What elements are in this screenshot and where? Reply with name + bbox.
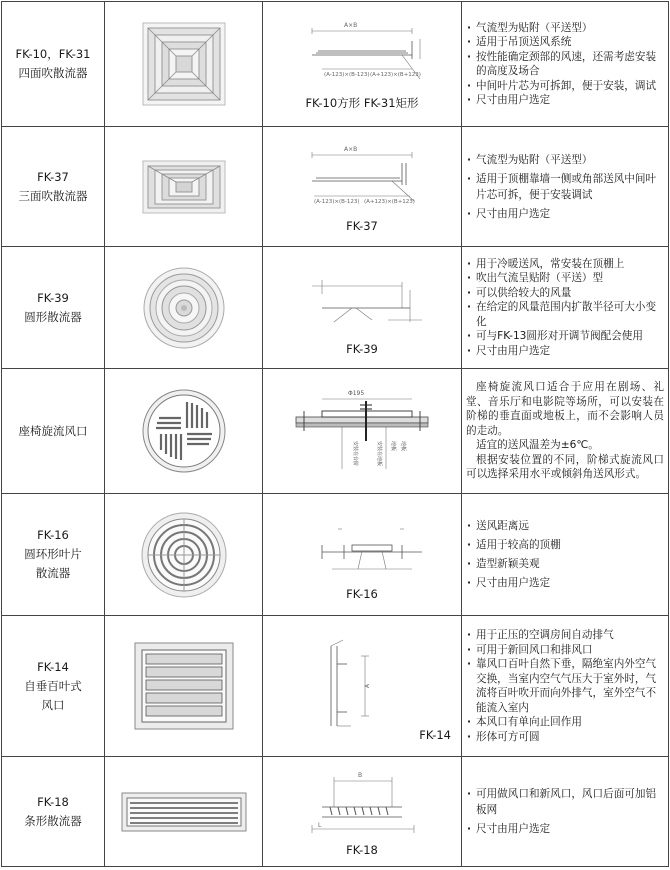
product-name-cell [2, 127, 105, 247]
drawing-label: 地板 [390, 441, 396, 452]
list-item: · 可用做风口和新风口，风口后面可加铝板网 [466, 786, 664, 818]
list-item: · 在给定的风量范围内扩散半径可大小变化 [466, 300, 664, 329]
description-paragraph: 适宜的送风温差为±6℃。 [476, 439, 599, 452]
drawing-caption: FK-10方形 FK-31矩形 [305, 96, 419, 110]
product-name-cell [2, 369, 105, 494]
list-item: · 中间叶片芯为可拆卸，便于安装，调试 [466, 79, 664, 94]
section-drawing [282, 260, 442, 344]
table-row [2, 369, 669, 494]
list-item: · 适用于较高的顶棚 [466, 537, 664, 553]
drawing-cell [263, 369, 462, 494]
product-photo-cell [105, 494, 263, 616]
feature-list [466, 628, 664, 744]
description-cell [462, 494, 669, 616]
feature-list [466, 21, 664, 108]
drawing-cell [263, 616, 462, 757]
list-item: · 尺寸由用户选定 [466, 575, 664, 591]
drawing-label: (A+123)×(B+123) [364, 198, 415, 205]
product-code: FK-10，FK-31 [15, 47, 91, 61]
drawing-caption: FK-39 [346, 341, 378, 356]
list-item: · 气流型为贴附（平送型） [466, 21, 664, 36]
product-photo-cell [105, 127, 263, 247]
feature-list [466, 518, 664, 591]
list-item: · 适用于吊顶送风系统 [466, 35, 664, 50]
product-type: 圆形散流器 [24, 309, 82, 324]
drawing-label: A×B [344, 22, 358, 29]
table-row [2, 2, 669, 127]
section-drawing [282, 767, 442, 845]
drawing-cell [263, 247, 462, 369]
list-item: · 尺寸由用户选定 [466, 344, 664, 359]
description-cell [462, 369, 669, 494]
list-item: · 可与FK-13圆形对开调节阀配会使用 [466, 329, 664, 344]
description-cell [462, 757, 669, 867]
ring-blade-diffuser-icon [140, 511, 228, 599]
product-name-cell [2, 616, 105, 757]
product-name-cell [2, 247, 105, 369]
linear-slot-diffuser-icon [121, 792, 247, 832]
product-type: 条形散流器 [24, 813, 82, 828]
seat-swirl-vent-icon [141, 388, 227, 474]
product-photo-cell [105, 757, 263, 867]
drawing-cell [263, 757, 462, 867]
product-type: 四面吹散流器 [18, 66, 88, 80]
drawing-caption: FK-18 [346, 842, 378, 857]
list-item: · 送风距离远 [466, 518, 664, 534]
section-drawing [282, 381, 442, 481]
drawing-label: Φ195 [348, 390, 365, 397]
list-item: · 靠风口百叶自然下垂，隔绝室内外空气交换，当室内空气气压大于室外时，气流将百叶吹开而向外排气，室外空气不能流入室内 [466, 657, 664, 715]
product-photo-cell [105, 616, 263, 757]
product-code: FK-37 [37, 169, 69, 184]
drawing-label: (A-123)×(B-123) [324, 72, 370, 78]
product-photo-cell [105, 369, 263, 494]
table-row [2, 757, 669, 867]
list-item: · 可以供给较大的风量 [466, 286, 664, 301]
drawing-caption: FK-37 [346, 218, 378, 233]
drawing-label: L [318, 821, 322, 829]
product-name-cell [2, 757, 105, 867]
product-name-cell [2, 2, 105, 127]
list-item: · 用于冷暖送风，常安装在顶棚上 [466, 257, 664, 272]
list-item: · 形体可方可圆 [466, 730, 664, 745]
drawing-label: (A+123)×(B+123) [370, 72, 421, 78]
product-type: 圆环形叶片 [24, 547, 82, 561]
list-item: · 按性能确定颈部的风速，还需考虑安装的高度及场合 [466, 50, 664, 79]
product-code: FK-18 [37, 794, 69, 809]
round-diffuser-icon [142, 266, 226, 350]
list-item: · 适用于顶棚靠墙一侧或角部送风中间叶片芯可拆，便于安装调试 [466, 171, 664, 203]
section-drawing [282, 17, 442, 97]
drawing-label: A×B [344, 145, 358, 153]
product-photo-cell [105, 247, 263, 369]
drawing-label: 安装在台阶 [352, 441, 358, 467]
description-cell [462, 2, 669, 127]
description-paragraph: 根据安装位置的不同，阶梯式旋流风口可以选择采用水平或倾斜角送风形式。 [466, 453, 664, 481]
table-row [2, 616, 669, 757]
product-type: 三面吹散流器 [18, 188, 88, 203]
drawing-caption: FK-14 [419, 728, 451, 742]
drawing-cell [263, 127, 462, 247]
product-code: FK-14 [37, 659, 69, 674]
feature-list [466, 257, 664, 359]
list-item: · 尺寸由用户选定 [466, 821, 664, 837]
gravity-louver-vent-icon [134, 642, 234, 730]
product-photo-cell [105, 2, 263, 127]
product-code: FK-16 [37, 528, 69, 542]
square-four-way-diffuser-icon [142, 22, 226, 106]
description-paragraph: 座椅旋流风口适合于应用在剧场、礼堂、音乐厅和电影院等场所，可以安装在阶梯的垂直面或地板上，而不会影响人员的走动。 [466, 381, 664, 437]
description-cell [462, 127, 669, 247]
drawing-cell [263, 494, 462, 616]
feature-list [466, 152, 664, 222]
drawing-label: (A-123)×(B-123) [314, 198, 360, 205]
product-type: 风口 [41, 697, 65, 712]
drawing-caption: FK-16 [346, 586, 378, 601]
product-code: FK-39 [37, 290, 69, 305]
table-row [2, 127, 669, 247]
product-type: 散流器 [35, 566, 71, 580]
description-cell [462, 247, 669, 369]
drawing-cell [263, 2, 462, 127]
three-way-diffuser-icon [142, 160, 226, 214]
drawing-label: 地板 [400, 441, 406, 452]
table-row [2, 247, 669, 369]
product-table [1, 1, 669, 867]
description-cell [462, 616, 669, 757]
section-drawing [282, 509, 442, 589]
list-item: · 气流型为贴附（平送型） [466, 152, 664, 168]
list-item: · 造型新颖美观 [466, 556, 664, 572]
list-item: · 用于正压的空调房间自动排气 [466, 628, 664, 643]
drawing-label: B [358, 771, 363, 779]
feature-list [466, 786, 664, 837]
list-item: · 尺寸由用户选定 [466, 206, 664, 222]
product-type: 自垂百叶式 [24, 678, 82, 693]
drawing-label: 安装在地板 [376, 441, 382, 467]
list-item: · 吹出气流呈贴附（平送）型 [466, 271, 664, 286]
section-drawing [282, 141, 442, 221]
list-item: · 本风口有单向止回作用 [466, 715, 664, 730]
list-item: · 可用于新回风口和排风口 [466, 643, 664, 658]
product-type: 座椅旋流风口 [18, 423, 88, 438]
drawing-label: A [364, 683, 371, 688]
list-item: · 尺寸由用户选定 [466, 93, 664, 108]
table-row [2, 494, 669, 616]
product-name-cell [2, 494, 105, 616]
